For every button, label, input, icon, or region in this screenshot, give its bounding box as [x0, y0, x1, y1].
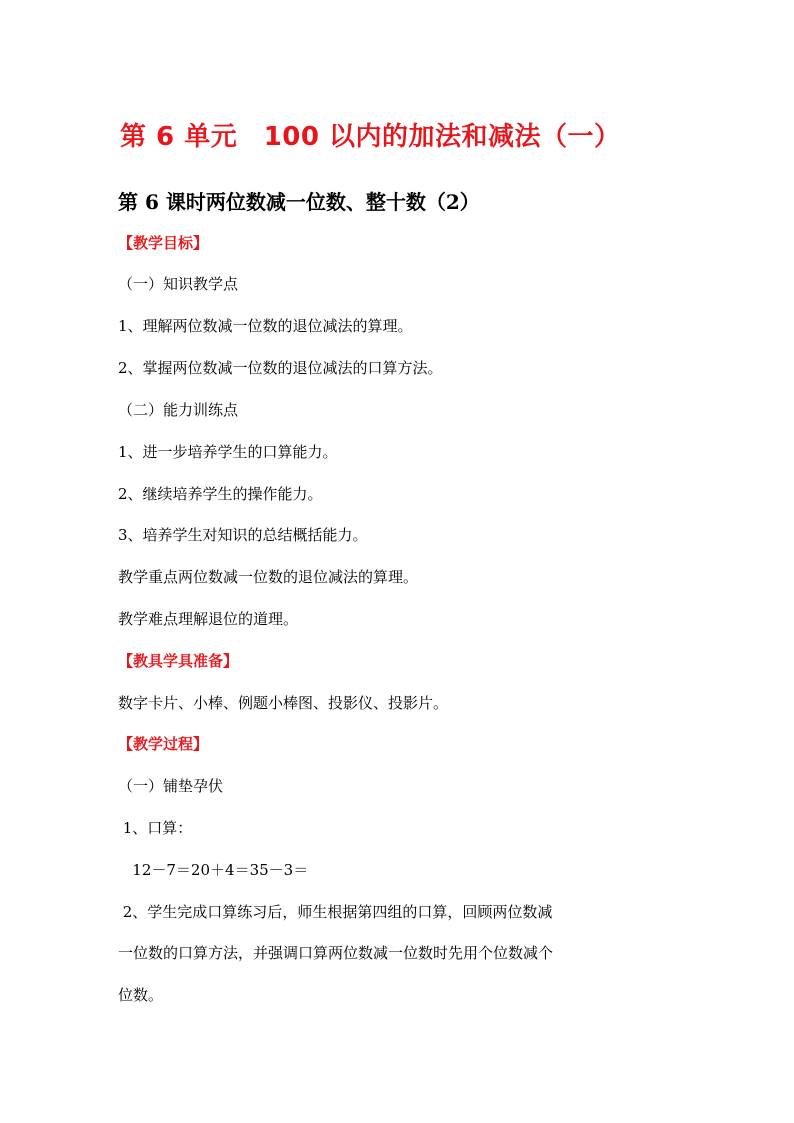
lesson-subtitle: 第 6 课时两位数减一位数、整十数（2）: [118, 190, 480, 214]
materials-text: 数字卡片、小棒、例题小棒图、投影仪、投影片。: [118, 694, 449, 712]
knowledge-item-1: 1、理解两位数减一位数的退位减法的算理。: [118, 317, 413, 335]
oral-label: 1、口算：: [118, 819, 193, 837]
process-heading: 【教学过程】: [118, 735, 209, 753]
ability-item-2: 2、继续培养学生的操作能力。: [118, 485, 323, 503]
step2-line-2: 一位数的口算方法，并强调口算两位数减一位数时先用个位数减个: [118, 944, 554, 962]
unit-title: 第 6 单元 100 以内的加法和减法（一）: [120, 122, 621, 152]
knowledge-heading: （一）知识教学点: [118, 275, 239, 293]
difficult-point: 教学难点理解退位的道理。: [118, 610, 299, 628]
ability-item-3: 3、培养学生对知识的总结概括能力。: [118, 526, 368, 544]
key-point: 教学重点两位数减一位数的退位减法的算理。: [118, 568, 419, 586]
step2-line-3: 位数。: [118, 986, 164, 1004]
ability-item-1: 1、进一步培养学生的口算能力。: [118, 443, 338, 461]
oral-exercises: 12－7＝20＋4＝35－3＝: [118, 861, 309, 879]
step2-line-1: 2、学生完成口算练习后，师生根据第四组的口算，回顾两位数减: [118, 903, 553, 921]
materials-heading: 【教具学具准备】: [118, 652, 239, 670]
ability-heading: （二）能力训练点: [118, 401, 239, 419]
knowledge-item-2: 2、掌握两位数减一位数的退位减法的口算方法。: [118, 359, 443, 377]
prep-heading: （一）铺垫孕伏: [118, 777, 224, 795]
goals-heading: 【教学目标】: [118, 234, 209, 252]
